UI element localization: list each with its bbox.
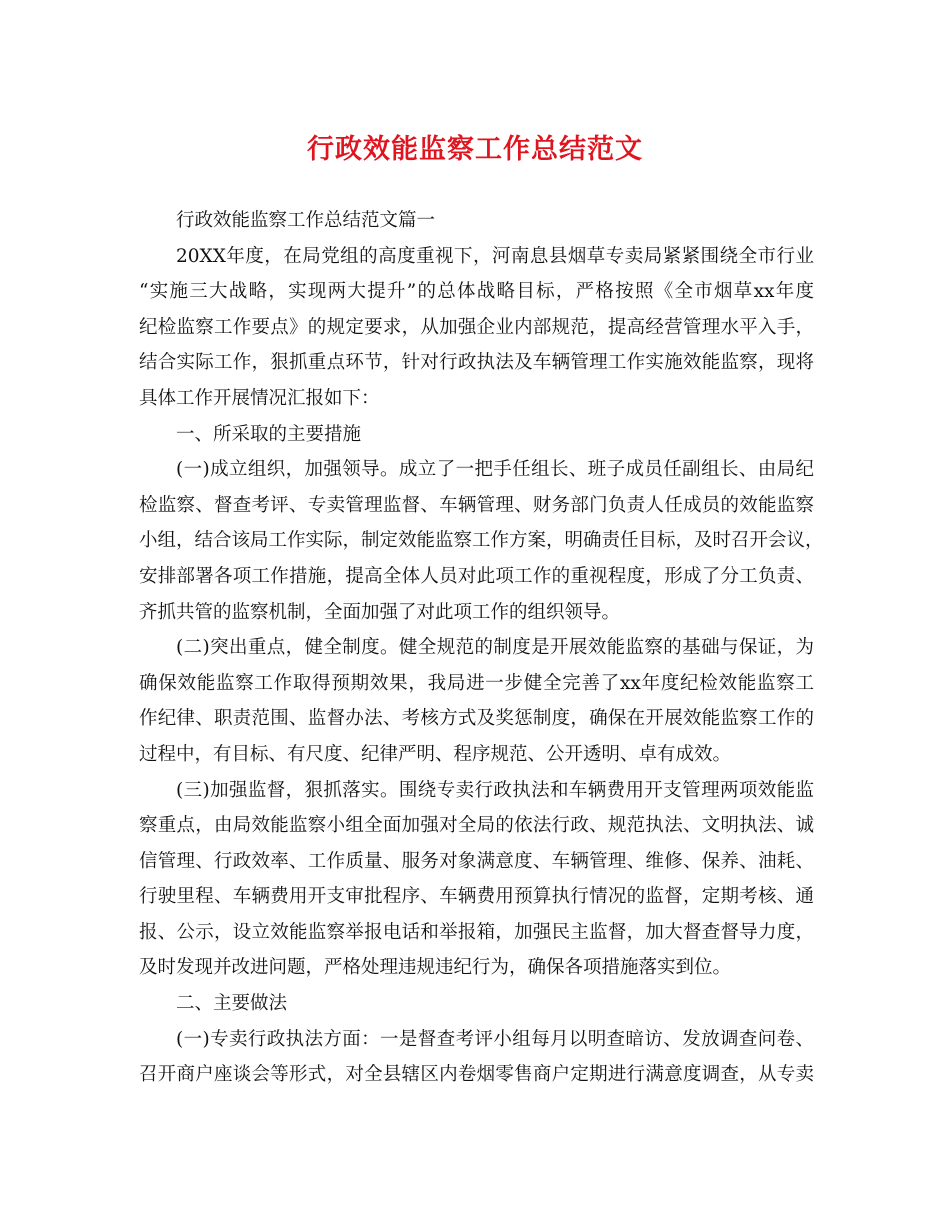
text-line: 召开商户座谈会等形式，对全县辖区内卷烟零售商户定期进行满意度调查，从专卖	[139, 1064, 814, 1086]
text-line: (一)专卖行政执法方面：一是督查考评小组每月以明查暗访、发放调查问卷、	[176, 1028, 814, 1050]
text-line: 安排部署各项工作措施，提高全体人员对此项工作的重视程度，形成了分工负责、	[139, 565, 814, 587]
text-line: 结合实际工作，狠抓重点环节，针对行政执法及车辆管理工作实施效能监察，现将	[139, 352, 814, 374]
text-line: 及时发现并改进问题，严格处理违规违纪行为，确保各项措施落实到位。	[139, 957, 732, 979]
text-line: (一)成立组织，加强领导。成立了一把手任组长、班子成员任副组长、由局纪	[176, 459, 814, 481]
text-line: 齐抓共管的监察机制，全面加强了对此项工作的组织领导。	[139, 601, 621, 623]
text-line: 察重点，由局效能监察小组全面加强对全局的依法行政、规范执法、文明执法、诚	[139, 815, 814, 837]
text-line: 检监察、督查考评、专卖管理监督、车辆管理、财务部门负责人任成员的效能监察	[139, 494, 814, 516]
document-body	[139, 203, 824, 1093]
text-line: 一、所采取的主要措施	[176, 423, 362, 445]
text-line: 报、公示，设立效能监察举报电话和举报箱，加强民主监督，加大督查督导力度，	[139, 921, 814, 943]
text-line: “实施三大战略，实现两大提升”的总体战略目标，严格按照《全市烟草xx年度	[139, 281, 814, 303]
document-title: 行政效能监察工作总结范文	[307, 134, 643, 165]
text-line: 20XX年度，在局党组的高度重视下，河南息县烟草专卖局紧紧围绕全市行业	[176, 245, 814, 267]
text-line: 小组，结合该局工作实际，制定效能监察工作方案，明确责任目标，及时召开会议，	[139, 530, 824, 552]
text-line: 确保效能监察工作取得预期效果，我局进一步健全完善了xx年度纪检效能监察工	[139, 672, 814, 694]
text-line: 信管理、行政效率、工作质量、服务对象满意度、车辆管理、维修、保养、油耗、	[139, 850, 814, 872]
text-line: 作纪律、职责范围、监督办法、考核方式及奖惩制度，确保在开展效能监察工作的	[139, 708, 814, 730]
text-line: 行驶里程、车辆费用开支审批程序、车辆费用预算执行情况的监督，定期考核、通	[139, 886, 814, 908]
text-line: (二)突出重点，健全制度。健全规范的制度是开展效能监察的基础与保证，为	[176, 637, 814, 659]
text-line: 行政效能监察工作总结范文篇一	[176, 210, 436, 231]
text-line: 具体工作开展情况汇报如下：	[139, 387, 380, 409]
text-line: 二、主要做法	[176, 993, 288, 1015]
text-line: 过程中，有目标、有尺度、纪律严明、程序规范、公开透明、卓有成效。	[139, 743, 732, 765]
text-line: (三)加强监督，狠抓落实。围绕专卖行政执法和车辆费用开支管理两项效能监	[176, 779, 814, 801]
text-line: 纪检监察工作要点》的规定要求，从加强企业内部规范，提高经营管理水平入手，	[139, 316, 814, 338]
